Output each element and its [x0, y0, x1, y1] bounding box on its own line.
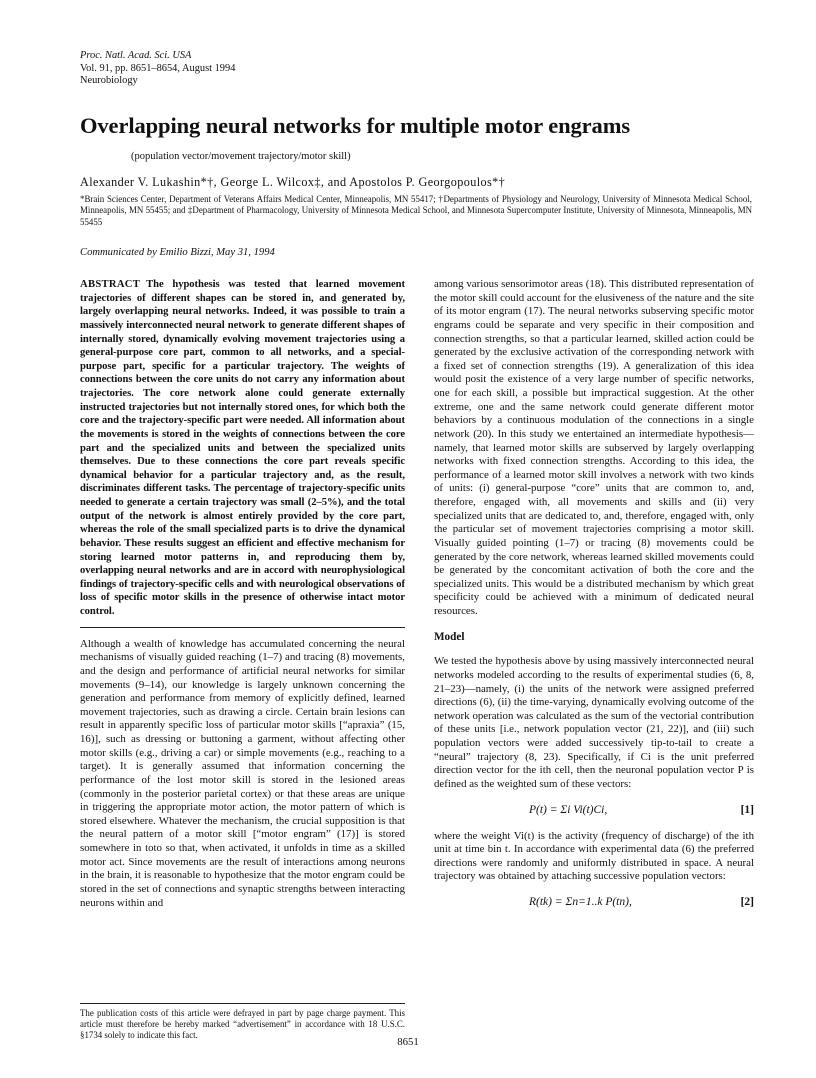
- equation-1-number: [1]: [740, 803, 754, 816]
- abstract-heading: ABSTRACT: [80, 279, 141, 290]
- right-column: [434, 278, 754, 922]
- author-list: Alexander V. Lukashin*†, George L. Wilcox‡, and Apostolos P. Georgopoulos*†: [80, 175, 506, 189]
- equation-1: [434, 798, 754, 824]
- intro-paragraph: Although a wealth of knowledge has accumulated concerning the neural mechanisms of visually guided reaching (1–7) and tracing (8) movements, and the design and performance of artificial neural networks for similar movements (9–14), our knowledge is largely unknown concerning the generation and performance from memory of explicitly defined, learned movement trajectories, such as drawing a circle. Certain brain lesions can result in apparently specific loss of particular motor skills [“apraxia” (15, 16)], such as dressing or buttoning a garment, without affecting other motor skills (e.g., driving a car) or simple movements (e.g., reaching to a target). It is generally assumed that information concerning the performance of the lost motor skill is stored in the lesioned areas (commonly in the posterior parietal cortex) or that these areas are unique in triggering the appropriate motor action, the motor pattern of which is stored elsewhere. Whatever the mechanism, the crucial supposition is that the neural pattern of a motor skill [“motor engram” (17)] is stored somewhere in toto so that, when activated, it unfolds in time as a skilled motor act. Since movements are the result of interactions among neurons in the brain, it is reasonable to hypothesize that the motor engram could be stored in the set of connections and synaptic strengths between interacting neurons within and: [80, 637, 405, 909]
- abstract: [80, 278, 405, 619]
- equation-2-number: [2]: [740, 896, 754, 909]
- article-title: Overlapping neural networks for multiple motor engrams: [80, 113, 630, 138]
- section-label: Neurobiology: [80, 75, 138, 86]
- abstract-divider: [80, 627, 405, 628]
- communicated-by: Communicated by Emilio Bizzi, May 31, 1994: [80, 247, 275, 258]
- page-number: 8651: [397, 1036, 419, 1048]
- journal-header: [80, 50, 235, 88]
- right-paragraph-1: among various sensorimotor areas (18). This distributed representation of the motor skill could account for the elusiveness of the nature and the site of its motor engram (17). The neural networks subserving specific motor engrams could be separate and very specific in their composition and connection strengths, so that a particular learned, skilled action could be generated by the exclusive activation of the corresponding network with a fixed set of connection strengths (19). A generalization of this idea would posit the existence of a very large number of specific networks, one for each skill, a possible but impractical suggestion. At the other extreme, one and the same network could generate different motor behaviors by a continuous modulation of the connections in a single network (20). In this study we entertained an intermediate hypothesis—namely, that learned motor skills are subserved by largely overlapping networks with fixed connection strengths. According to this idea, the performance of a learned motor skill involves a network with two kinds of units: (i) general-purpose “core” units that are common to, and, therefore, engaged with, all movements and skills and (ii) very specialized units that are dedicated to, and, therefore, engaged with, only the particular set of movement trajectories comprising a motor skill. Visually guided pointing (1–7) or tracing (8) movements could be generated by the core network, whereas learned skilled movements could be generated by the concomitant activation of both the core and the specialized units. This would be a distributed mechanism by which great specificity could be achieved with a minimum of dedicated neural resources.: [434, 278, 754, 617]
- equation-2-formula: R(tk) = Σn=1..k P(tn),: [529, 896, 632, 909]
- affiliations: *Brain Sciences Center, Department of Veterans Affairs Medical Center, Minneapolis, MN 55417; †Departments of Physiology and Neurology, University of Minnesota Medical School, Minneapolis, MN 55455; and ‡Department of Pharmacology, University of Minnesota Medical School, and Minnesota Supercomputer Institute, University of Minnesota, Minneapolis, MN 55455: [80, 194, 752, 227]
- abstract-text: The hypothesis was tested that learned movement trajectories of different shapes can be stored in, and generated by, largely overlapping neural networks. Indeed, it was possible to train a massively interconnected neural network to generate different shapes of internally stored, dynamically evolving movement trajectories using a general-purpose core part, common to all networks, and a special-purpose part, specific for a particular trajectory. The weights of connections between the core units do not carry any information about trajectories. The core network alone could generate externally instructed trajectories but not internally stored ones, for which both the core and the trajectory-specific part were needed. All information about the movements is stored in the weights of connections between the core part and the specialized units and between the specialized units themselves. Due to these connections the core part reveals specific dynamical behavior for a particular trajectory and, as the result, discriminates different tasks. The percentage of trajectory-specific units needed to generate a certain trajectory was small (2–5%), and the total output of the network is almost entirely provided by the core part, whereas the role of the small specialized parts is to drive the dynamical behavior. These results suggest an efficient and effective mechanism for storing learned motor patterns in, and reproducing them by, overlapping neural networks and are in accord with neurophysiological findings of trajectory-specific cells and with neurological observations of loss of specific motor skills in the presence of otherwise intact motor control.: [80, 279, 405, 617]
- model-paragraph: We tested the hypothesis above by using massively interconnected neural networks modeled according to the results of experimental studies (6, 8, 21–23)—namely, (i) the units of the network were assigned preferred directions (6), (ii) the time-varying, dynamically evolving outcome of the network operation was calculated as the sum of the vectorial contribution of these units [i.e., network population vector (21, 22)], and (iii) such population vectors were added successively tip-to-tail to create a “neural” trajectory (8, 23). Specifically, if Ci is the unit preferred direction vector for the ith cell, then the neuronal population vector P is defined as the weighted sum of these vectors:: [434, 655, 754, 790]
- footnote-divider: [80, 1003, 405, 1004]
- keywords: (population vector/movement trajectory/motor skill): [131, 151, 351, 162]
- after-equation-1-paragraph: where the weight Vi(t) is the activity (frequency of discharge) of the ith unit at time bin t. In accordance with experimental data (6) the preferred directions were randomly and uniformly distributed in space. A neural trajectory was obtained by attaching successive population vectors:: [434, 829, 754, 883]
- equation-1-formula: P(t) = Σi Vi(t)Ci,: [529, 803, 608, 816]
- model-heading: Model: [434, 630, 465, 643]
- footnote-text: The publication costs of this article were defrayed in part by page charge payment. This article must therefore be hereby marked “advertisement” in accordance with 18 U.S.C. §1734 solely to indicate this fact.: [80, 1008, 405, 1041]
- volume-line: Vol. 91, pp. 8651–8654, August 1994: [80, 62, 236, 74]
- journal-name: Proc. Natl. Acad. Sci. USA: [80, 50, 192, 61]
- left-column: [80, 278, 405, 910]
- equation-2: [434, 890, 754, 916]
